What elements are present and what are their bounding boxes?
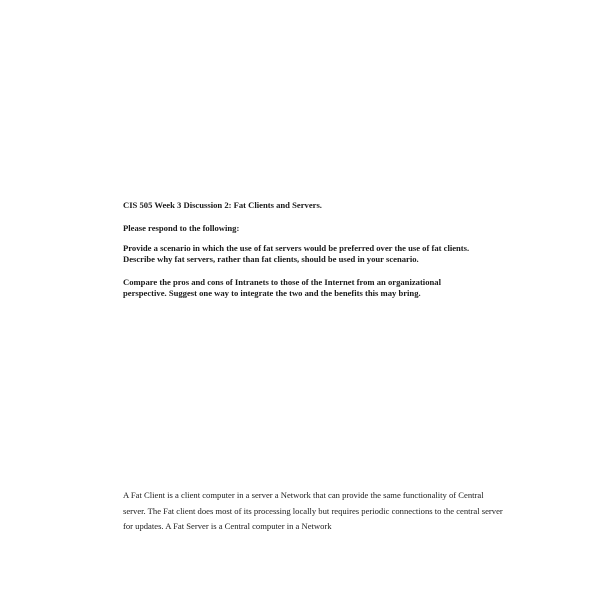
document-title: CIS 505 Week 3 Discussion 2: Fat Clients and Servers.: [123, 200, 322, 210]
instruction-text: Please respond to the following:: [123, 223, 240, 233]
answer-paragraph: A Fat Client is a client computer in a server a Network that can provide the same functionality of Central server. The Fat client does most of its processing locally but requires periodic connections to the central server for updates. A Fat Server is a Central computer in a Network: [123, 490, 503, 531]
question-2: Compare the pros and cons of Intranets to those of the Internet from an organizational perspective. Suggest one way to integrate the two and the benefits this may bring.: [123, 277, 441, 298]
question-1: Provide a scenario in which the use of fat servers would be preferred over the use of fat clients. Describe why fat servers, rather than fat clients, should be used in your scenario.: [123, 243, 470, 264]
